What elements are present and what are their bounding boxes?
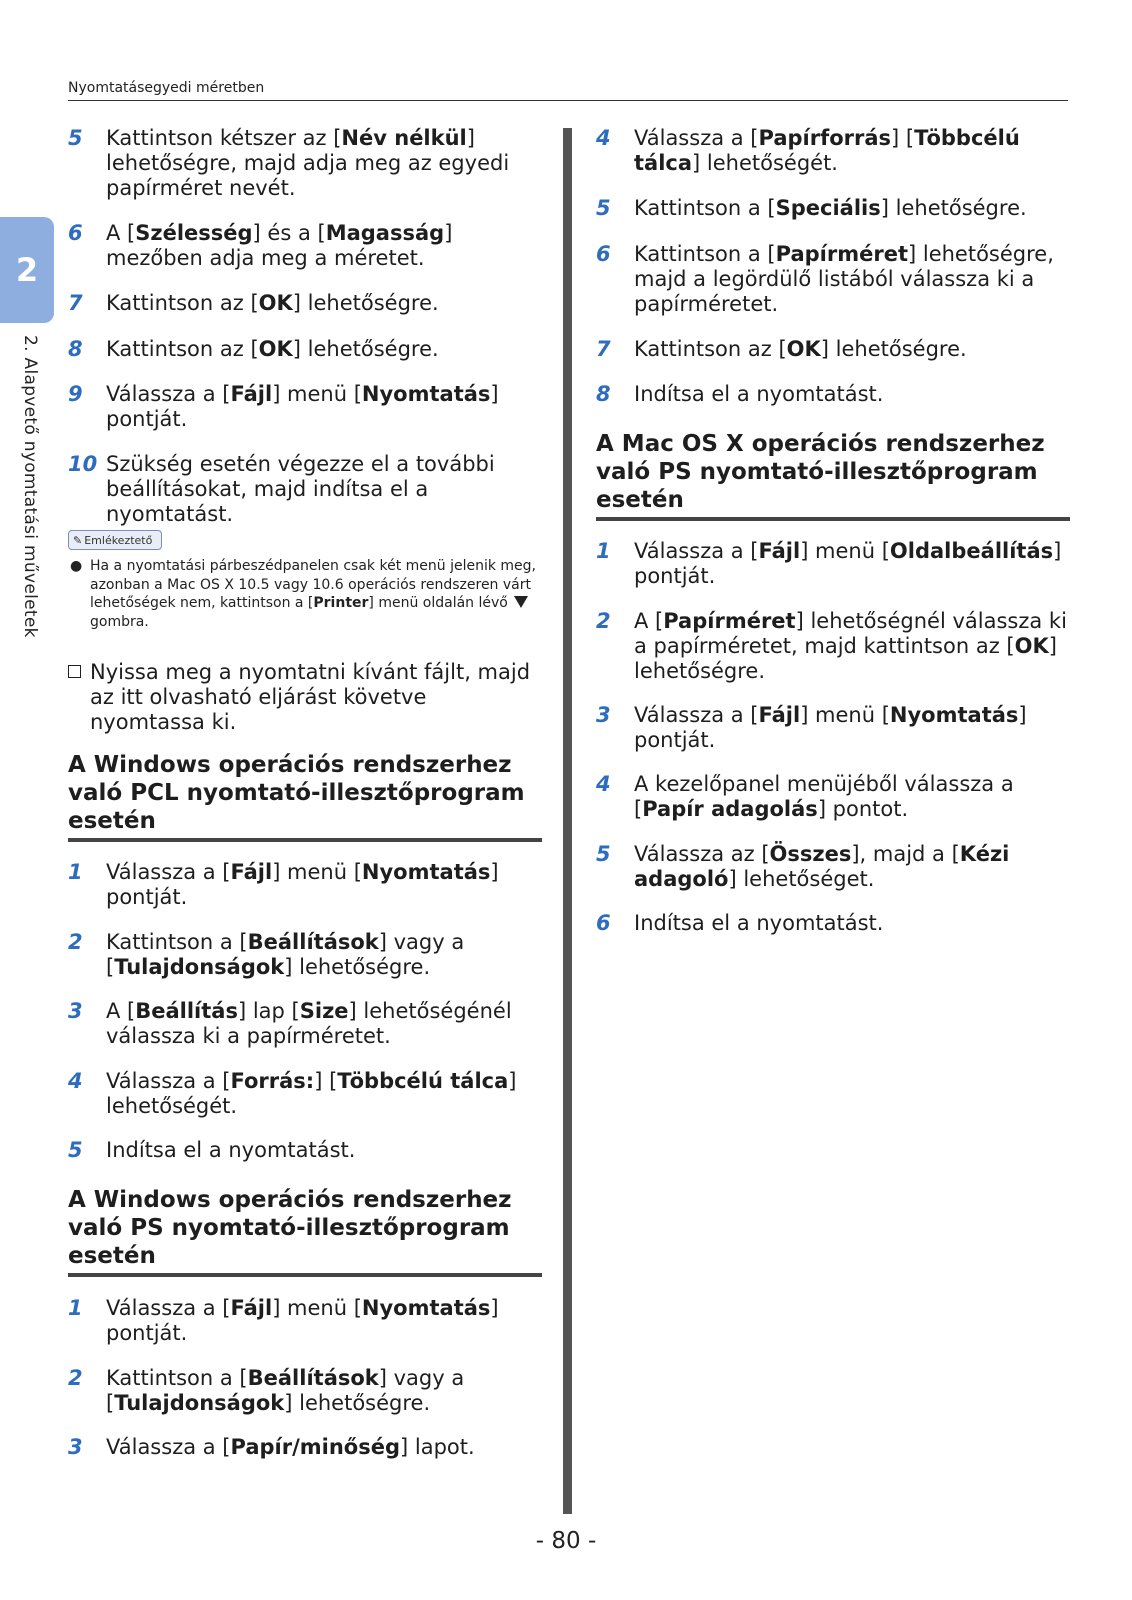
step-text: Kattintson az [OK] lehetőségre.: [634, 337, 967, 361]
step-item: [596, 911, 1074, 936]
step-text: Kattintson a [Speciális] lehetőségre.: [634, 196, 1027, 220]
step-text: Indítsa el a nyomtatást.: [634, 382, 884, 406]
step-item: [68, 126, 546, 201]
step-item: [68, 1138, 546, 1163]
step-number: 4: [596, 772, 611, 796]
step-number: 6: [68, 221, 83, 245]
step-number: 8: [68, 337, 83, 361]
step-item: [68, 1435, 546, 1460]
step-item: [68, 221, 546, 271]
step-item: [68, 337, 546, 362]
step-item: [68, 1366, 546, 1416]
chapter-tab: 2: [0, 217, 54, 323]
step-text: Kattintson kétszer az [Név nélkül] lehetőségre, majd adja meg az egyedi papírméret nevét.: [106, 126, 510, 200]
section-heading-ps-windows: A Windows operációs rendszerhez való PS nyomtató-illesztőprogram esetén: [68, 1186, 542, 1277]
step-text: Válassza az [Összes], majd a [Kézi adagoló] lehetőséget.: [634, 842, 1010, 891]
memo-note-text: Ha a nyomtatási párbeszédpanelen csak két menü jelenik meg, azonban a Mac OS X 10.5 vagy 10.6 operációs rendszeren várt lehetőségek nem, kattintson a [Printer] menü oldalán lévő gombra.: [90, 558, 537, 630]
step-item: [596, 126, 1074, 176]
step-item: [596, 196, 1074, 221]
step-number: 1: [68, 1296, 83, 1320]
step-text: Válassza a [Fájl] menü [Nyomtatás] pontját.: [634, 703, 1027, 752]
step-number: 4: [596, 126, 611, 150]
step-text: Válassza a [Fájl] menü [Nyomtatás] pontját.: [106, 860, 499, 909]
step-item: [68, 930, 546, 980]
step-number: 7: [596, 337, 611, 361]
step-item: [68, 999, 546, 1049]
step-item: [596, 337, 1074, 362]
step-text: A kezelőpanel menüjéből válassza a [Papír adagolás] pontot.: [634, 772, 1014, 821]
step-text: Kattintson az [OK] lehetőségre.: [106, 337, 439, 361]
step-text: Szükség esetén végezze el a további beállításokat, majd indítsa el a nyomtatást.: [106, 452, 495, 526]
step-text: Válassza a [Papírforrás] [Többcélú tálca] lehetőségét.: [634, 126, 1020, 175]
step-number: 5: [68, 126, 83, 150]
step-number: 6: [596, 242, 611, 266]
step-item: [596, 703, 1074, 753]
running-header: Nyomtatásegyedi méretben: [68, 80, 265, 96]
step-item: [68, 860, 546, 910]
step-text: Válassza a [Fájl] menü [Nyomtatás] pontját.: [106, 382, 499, 431]
step-number: 5: [68, 1138, 83, 1162]
step-item: [68, 452, 546, 527]
memo-note: [68, 557, 546, 631]
pencil-icon: ✎: [73, 533, 83, 547]
step-text: Kattintson a [Beállítások] vagy a [Tulajdonságok] lehetőségre.: [106, 1366, 465, 1415]
step-text: Kattintson a [Beállítások] vagy a [Tulajdonságok] lehetőségre.: [106, 930, 465, 979]
step-number: 7: [68, 291, 83, 315]
step-item: [596, 382, 1074, 407]
step-text: Kattintson a [Papírméret] lehetőségre, majd a legördülő listából válassza ki a papírméretet.: [634, 242, 1054, 316]
step-number: 9: [68, 382, 83, 406]
step-number: 2: [68, 1366, 83, 1390]
step-item: [596, 772, 1074, 822]
chapter-label: 2. Alapvető nyomtatási műveletek: [20, 335, 40, 638]
step-text: A [Szélesség] és a [Magasság] mezőben adja meg a méretet.: [106, 221, 453, 270]
step-number: 2: [68, 930, 83, 954]
step-item: [68, 1069, 546, 1119]
section-heading-mac: A Mac OS X operációs rendszerhez való PS nyomtató-illesztőprogram esetén: [596, 430, 1070, 521]
step-text: Válassza a [Fájl] menü [Nyomtatás] pontját.: [106, 1296, 499, 1345]
step-item: [596, 609, 1074, 684]
triangle-down-icon: [514, 596, 528, 608]
step-number: 6: [596, 911, 611, 935]
step-text: Kattintson az [OK] lehetőségre.: [106, 291, 439, 315]
step-text: Indítsa el a nyomtatást.: [106, 1138, 356, 1162]
page-number: - 80 -: [535, 1528, 597, 1554]
step-number: 1: [68, 860, 83, 884]
step-item: [68, 382, 546, 432]
bullet-icon: ●: [70, 558, 83, 574]
step-text: Válassza a [Forrás:] [Többcélú tálca] lehetőségét.: [106, 1069, 517, 1118]
step-item: [596, 242, 1074, 317]
checkbox-text: Nyissa meg a nyomtatni kívánt fájlt, majd az itt olvasható eljárást követve nyomtassa ki.: [90, 660, 531, 734]
step-item: [68, 1296, 546, 1346]
checkbox-icon: [68, 665, 81, 678]
memo-badge: [68, 530, 162, 550]
header-rule: [68, 100, 1068, 101]
step-number: 4: [68, 1069, 83, 1093]
column-divider: [563, 128, 572, 1514]
memo-badge-label: Emlékeztető: [84, 533, 153, 547]
step-number: 3: [596, 703, 611, 727]
step-number: 10: [68, 452, 98, 476]
step-number: 8: [596, 382, 611, 406]
step-text: Válassza a [Fájl] menü [Oldalbeállítás] pontját.: [634, 539, 1062, 588]
step-item: [596, 842, 1074, 892]
step-text: A [Beállítás] lap [Size] lehetőségénél válassza ki a papírméretet.: [106, 999, 512, 1048]
step-number: 2: [596, 609, 611, 633]
step-number: 5: [596, 196, 611, 220]
step-text: Válassza a [Papír/minőség] lapot.: [106, 1435, 475, 1459]
step-text: Indítsa el a nyomtatást.: [634, 911, 884, 935]
step-number: 5: [596, 842, 611, 866]
step-number: 3: [68, 1435, 83, 1459]
step-number: 3: [68, 999, 83, 1023]
step-text: A [Papírméret] lehetőségnél válassza ki a papírméretet, majd kattintson az [OK] lehetőségre.: [634, 609, 1067, 683]
step-number: 1: [596, 539, 611, 563]
checkbox-item: [68, 660, 546, 735]
section-heading-pcl: A Windows operációs rendszerhez való PCL nyomtató-illesztőprogram esetén: [68, 751, 542, 842]
step-item: [68, 291, 546, 316]
step-item: [596, 539, 1074, 589]
